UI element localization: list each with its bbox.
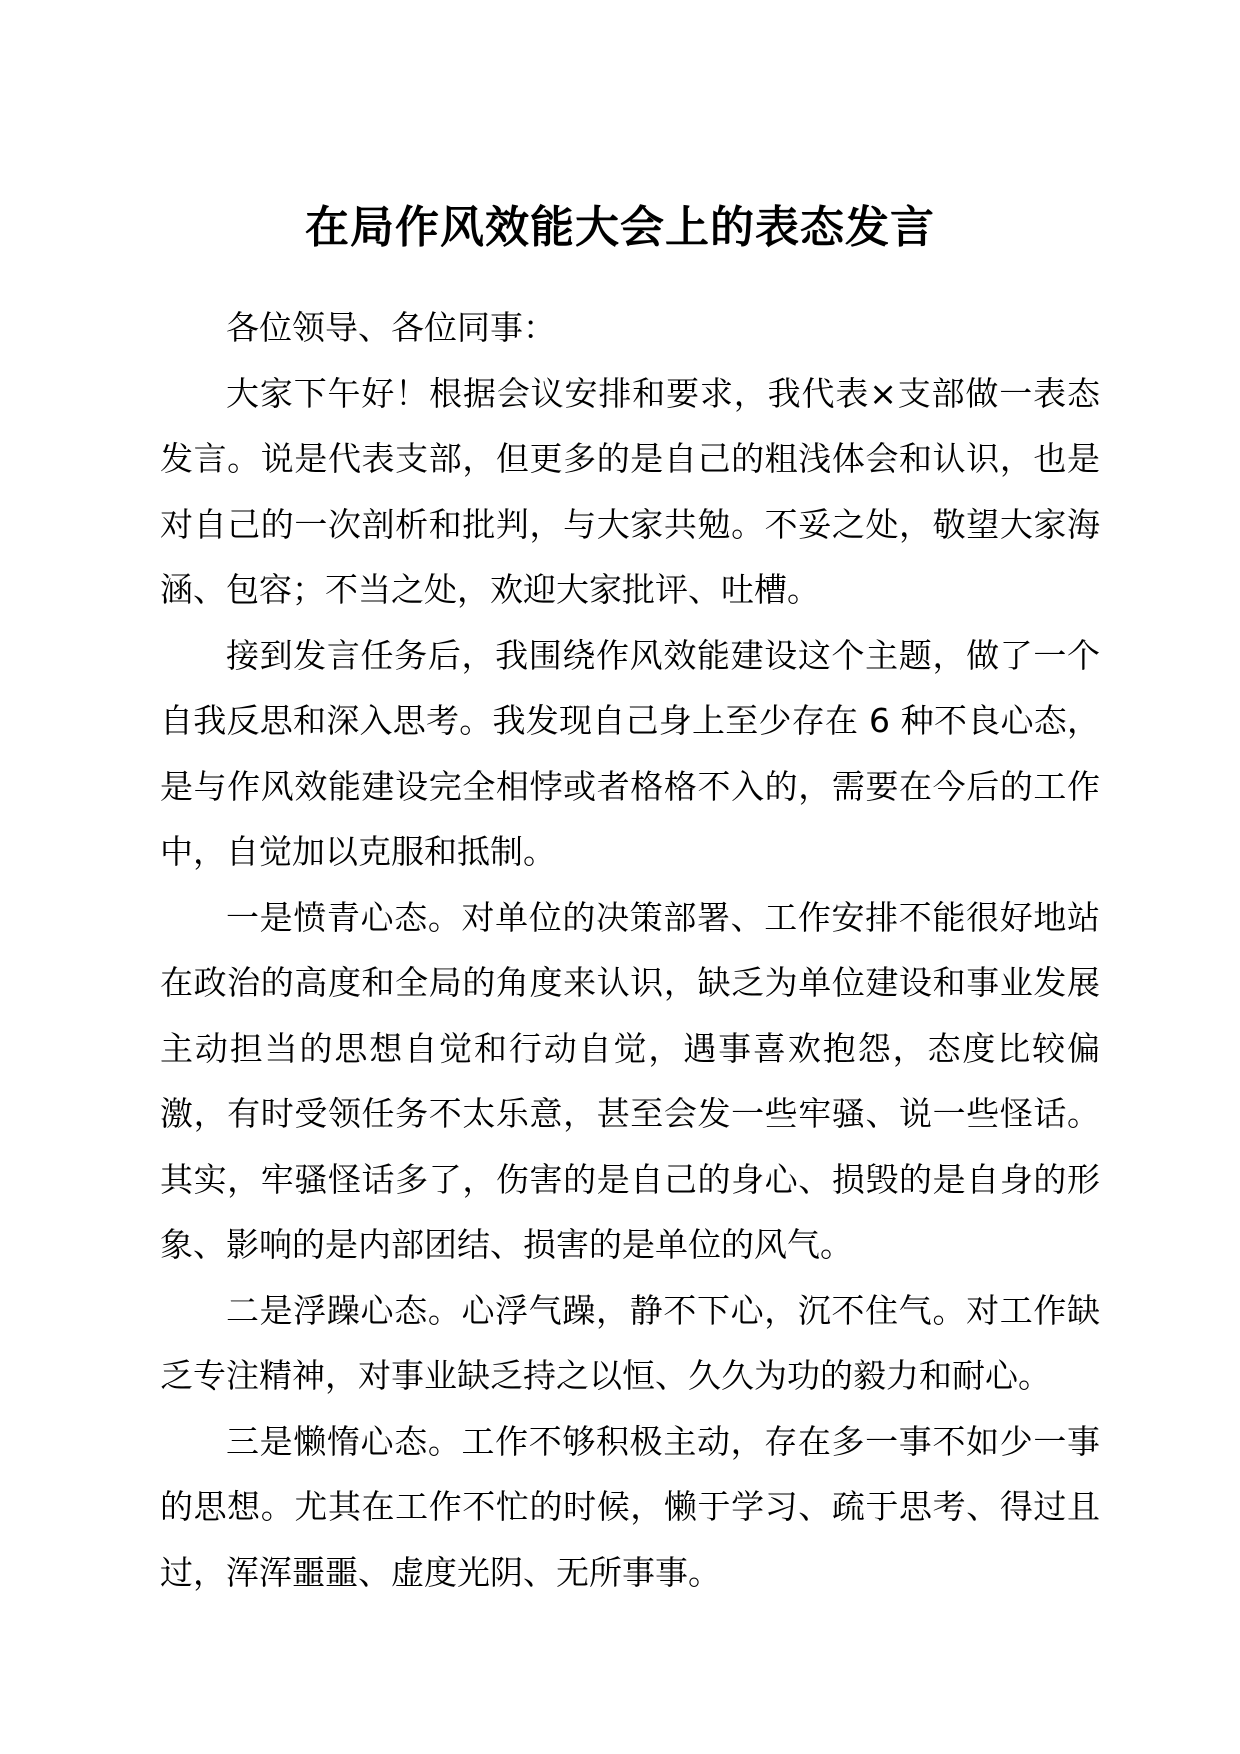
paragraph-salutation: 各位领导、各位同事： [226, 308, 556, 347]
paragraph-reflection: 接到发言任务后，我围绕作风效能建设这个主题，做了一个自我反思和深入思考。我发现自己身上至少存在 6 种不良心态，是与作风效能建设完全相悖或者格格不入的，需要在今后的工作中，自觉加以克服和抵制。 [160, 635, 1100, 871]
paragraph-point-two: 二是浮躁心态。心浮气躁，静不下心，沉不住气。对工作缺乏专注精神，对事业缺乏持之以恒、久久为功的毅力和耐心。 [160, 1290, 1100, 1395]
paragraph-point-three: 三是懒惰心态。工作不够积极主动，存在多一事不如少一事的思想。尤其在工作不忙的时候，懒于学习、疏于思考、得过且过，浑浑噩噩、虚度光阴、无所事事。 [160, 1421, 1100, 1592]
document-title: 在局作风效能大会上的表态发言 [305, 202, 935, 253]
paragraph-greeting: 大家下午好！根据会议安排和要求，我代表×支部做一表态发言。说是代表支部，但更多的是自己的粗浅体会和认识，也是对自己的一次剖析和批判，与大家共勉。不妥之处，敬望大家海涵、包容；不当之处，欢迎大家批评、吐槽。 [160, 373, 1100, 609]
paragraph-point-one: 一是愤青心态。对单位的决策部署、工作安排不能很好地站在政治的高度和全局的角度来认识，缺乏为单位建设和事业发展主动担当的思想自觉和行动自觉，遇事喜欢抱怨，态度比较偏激，有时受领任务不太乐意，甚至会发一些牢骚、说一些怪话。其实，牢骚怪话多了，伤害的是自己的身心、损毁的是自身的形象、影响的是内部团结、损害的是单位的风气。 [160, 897, 1100, 1264]
document-body [160, 295, 1100, 1605]
